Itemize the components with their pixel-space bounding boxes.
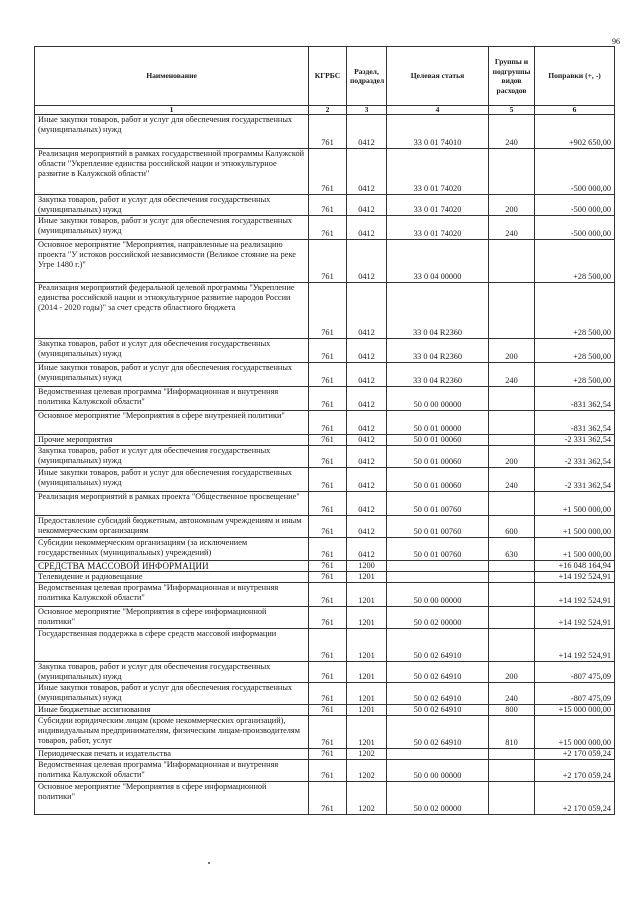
cell-section: 0412	[347, 240, 387, 283]
cell-expense-group	[489, 411, 535, 435]
table-row	[35, 583, 615, 607]
cell-name: Иные закупки товаров, работ и услуг для обеспечения государственных (муниципальных) нужд	[35, 683, 309, 705]
scan-speck	[208, 862, 210, 864]
cell-section: 1202	[347, 782, 387, 815]
table-row	[35, 760, 615, 782]
cell-amendment: +2 170 059,24	[535, 749, 615, 760]
cell-amendment: -831 362,54	[535, 411, 615, 435]
cell-kgrbs: 761	[309, 216, 347, 240]
column-number: 5	[489, 106, 535, 115]
cell-amendment: +15 000 000,00	[535, 705, 615, 716]
cell-amendment: -2 331 362,54	[535, 468, 615, 492]
cell-section: 0412	[347, 149, 387, 195]
cell-target-article: 50 0 02 64910	[387, 705, 489, 716]
cell-amendment: -2 331 362,54	[535, 446, 615, 468]
cell-kgrbs: 761	[309, 716, 347, 749]
cell-amendment: +28 500,00	[535, 283, 615, 339]
column-header-name: Наименование	[35, 47, 309, 106]
cell-amendment: +2 170 059,24	[535, 760, 615, 782]
cell-expense-group	[489, 240, 535, 283]
cell-target-article	[387, 572, 489, 583]
cell-section: 0412	[347, 339, 387, 363]
cell-amendment: +28 500,00	[535, 363, 615, 387]
table-row	[35, 149, 615, 195]
cell-name: Закупка товаров, работ и услуг для обеспечения государственных (муниципальных) нужд	[35, 446, 309, 468]
cell-kgrbs: 761	[309, 662, 347, 683]
cell-name: Ведомственная целевая программа "Информационная и внутренняя политика Калужской области"	[35, 583, 309, 607]
cell-target-article	[387, 561, 489, 572]
cell-kgrbs: 761	[309, 583, 347, 607]
cell-target-article: 50 0 01 00760	[387, 492, 489, 516]
cell-expense-group	[489, 435, 535, 446]
cell-section: 1201	[347, 683, 387, 705]
cell-amendment: -831 362,54	[535, 387, 615, 411]
table-row	[35, 516, 615, 538]
cell-kgrbs: 761	[309, 629, 347, 662]
cell-amendment: +1 500 000,00	[535, 492, 615, 516]
cell-name: Иные закупки товаров, работ и услуг для обеспечения государственных (муниципальных) нужд	[35, 363, 309, 387]
column-header-target: Целевая статья	[387, 47, 489, 106]
cell-amendment: +28 500,00	[535, 240, 615, 283]
cell-amendment: -500 000,00	[535, 216, 615, 240]
cell-kgrbs: 761	[309, 387, 347, 411]
cell-target-article: 50 0 02 00000	[387, 607, 489, 629]
table-row	[35, 749, 615, 760]
cell-expense-group	[489, 492, 535, 516]
column-number: 1	[35, 106, 309, 115]
cell-kgrbs: 761	[309, 607, 347, 629]
cell-name: Телевидение и радиовещание	[35, 572, 309, 583]
column-header-kgrbs: КГРБС	[309, 47, 347, 106]
table-row	[35, 662, 615, 683]
cell-name: Иные закупки товаров, работ и услуг для обеспечения государственных (муниципальных) нужд	[35, 468, 309, 492]
table-row	[35, 683, 615, 705]
cell-kgrbs: 761	[309, 115, 347, 149]
cell-target-article: 33 0 01 74020	[387, 216, 489, 240]
cell-target-article: 50 0 01 00060	[387, 435, 489, 446]
cell-expense-group: 240	[489, 216, 535, 240]
cell-expense-group: 200	[489, 662, 535, 683]
cell-section: 0412	[347, 115, 387, 149]
cell-amendment: +1 500 000,00	[535, 538, 615, 561]
cell-section: 0412	[347, 363, 387, 387]
cell-name: Основное мероприятие "Мероприятия в сфере информационной политики"	[35, 607, 309, 629]
cell-name: Реализация мероприятий в рамках проекта "Общественное просвещение"	[35, 492, 309, 516]
cell-expense-group: 240	[489, 115, 535, 149]
cell-kgrbs: 761	[309, 492, 347, 516]
cell-target-article: 33 0 04 R2360	[387, 283, 489, 339]
cell-kgrbs: 761	[309, 760, 347, 782]
cell-expense-group: 200	[489, 195, 535, 216]
cell-kgrbs: 761	[309, 516, 347, 538]
cell-kgrbs: 761	[309, 149, 347, 195]
cell-section: 1201	[347, 629, 387, 662]
cell-section: 0412	[347, 283, 387, 339]
table-row	[35, 435, 615, 446]
cell-kgrbs: 761	[309, 435, 347, 446]
cell-target-article: 50 0 01 00060	[387, 446, 489, 468]
table-row	[35, 629, 615, 662]
cell-amendment: +15 000 000,00	[535, 716, 615, 749]
cell-section: 1202	[347, 749, 387, 760]
cell-name: Ведомственная целевая программа "Информационная и внутренняя политика Калужской области"	[35, 387, 309, 411]
table-row	[35, 216, 615, 240]
column-header-section: Раздел, подраздел	[347, 47, 387, 106]
cell-amendment: +16 048 164,94	[535, 561, 615, 572]
cell-amendment: -807 475,09	[535, 662, 615, 683]
cell-kgrbs: 761	[309, 572, 347, 583]
cell-amendment: +1 500 000,00	[535, 516, 615, 538]
table-row	[35, 782, 615, 815]
cell-name: Иные бюджетные ассигнования	[35, 705, 309, 716]
cell-target-article: 50 0 01 00000	[387, 411, 489, 435]
cell-section: 0412	[347, 435, 387, 446]
cell-name: Периодическая печать и издательства	[35, 749, 309, 760]
cell-target-article: 50 0 00 00000	[387, 583, 489, 607]
cell-amendment: +902 650,00	[535, 115, 615, 149]
header-row	[35, 47, 615, 106]
cell-expense-group	[489, 149, 535, 195]
cell-name: Закупка товаров, работ и услуг для обеспечения государственных (муниципальных) нужд	[35, 195, 309, 216]
cell-name: Основное мероприятие "Мероприятия в сфере информационной политики"	[35, 782, 309, 815]
cell-target-article: 50 0 02 64910	[387, 629, 489, 662]
cell-name: Иные закупки товаров, работ и услуг для обеспечения государственных (муниципальных) нужд	[35, 216, 309, 240]
cell-target-article: 50 0 02 64910	[387, 716, 489, 749]
table-row	[35, 705, 615, 716]
column-header-amendments: Поправки (+, -)	[535, 47, 615, 106]
table-row	[35, 572, 615, 583]
cell-target-article: 33 0 01 74020	[387, 149, 489, 195]
cell-kgrbs: 761	[309, 538, 347, 561]
cell-section: 1202	[347, 760, 387, 782]
table-row	[35, 283, 615, 339]
cell-target-article	[387, 749, 489, 760]
cell-name: Иные закупки товаров, работ и услуг для обеспечения государственных (муниципальных) нужд	[35, 115, 309, 149]
cell-section: 0412	[347, 387, 387, 411]
cell-expense-group	[489, 561, 535, 572]
table-row	[35, 607, 615, 629]
cell-name: Реализация мероприятий федеральной целевой программы "Укрепление единства российской нации и этнокультурное развитие народов России (2014 - 2020 годы)" за счет средств областного бюджета	[35, 283, 309, 339]
cell-expense-group	[489, 283, 535, 339]
cell-expense-group	[489, 782, 535, 815]
cell-name: Закупка товаров, работ и услуг для обеспечения государственных (муниципальных) нужд	[35, 339, 309, 363]
cell-name: Субсидии некоммерческим организациям (за исключением государственных (муниципальных) учреждений)	[35, 538, 309, 561]
cell-target-article: 33 0 01 74010	[387, 115, 489, 149]
column-number: 6	[535, 106, 615, 115]
cell-amendment: +14 192 524,91	[535, 572, 615, 583]
cell-amendment: +14 192 524,91	[535, 607, 615, 629]
cell-name: Основное мероприятие "Мероприятия в сфере внутренней политики"	[35, 411, 309, 435]
cell-amendment: +28 500,00	[535, 339, 615, 363]
cell-section: 0412	[347, 516, 387, 538]
cell-expense-group: 600	[489, 516, 535, 538]
table-row	[35, 339, 615, 363]
table-row	[35, 387, 615, 411]
cell-target-article: 33 0 04 R2360	[387, 363, 489, 387]
cell-kgrbs: 761	[309, 683, 347, 705]
cell-kgrbs: 761	[309, 240, 347, 283]
cell-section: 0412	[347, 492, 387, 516]
column-number: 2	[309, 106, 347, 115]
cell-target-article: 50 0 02 64910	[387, 683, 489, 705]
cell-target-article: 50 0 01 00760	[387, 538, 489, 561]
cell-name: Ведомственная целевая программа "Информационная и внутренняя политика Калужской области"	[35, 760, 309, 782]
cell-name: Реализация мероприятий в рамках государственной программы Калужской области "Укрепление единства российской нации и этнокультурное развитие в Калужской области"	[35, 149, 309, 195]
table-row	[35, 716, 615, 749]
cell-amendment: -500 000,00	[535, 149, 615, 195]
cell-section: 1201	[347, 572, 387, 583]
cell-target-article: 50 0 00 00000	[387, 760, 489, 782]
cell-expense-group	[489, 387, 535, 411]
cell-expense-group	[489, 760, 535, 782]
column-header-expense-group: Группы и подгруппы видов расходов	[489, 47, 535, 106]
cell-expense-group: 240	[489, 683, 535, 705]
cell-expense-group	[489, 607, 535, 629]
cell-target-article: 33 0 01 74020	[387, 195, 489, 216]
table-row	[35, 538, 615, 561]
cell-section: 1200	[347, 561, 387, 572]
cell-target-article: 33 0 04 R2360	[387, 339, 489, 363]
cell-target-article: 33 0 04 00000	[387, 240, 489, 283]
cell-section: 0412	[347, 195, 387, 216]
column-number: 4	[387, 106, 489, 115]
cell-name: Субсидии юридическим лицам (кроме некоммерческих организаций), индивидуальным предпринимателям, физическим лицам-производителям товаров, работ, услуг	[35, 716, 309, 749]
cell-target-article: 50 0 02 00000	[387, 782, 489, 815]
column-number: 3	[347, 106, 387, 115]
cell-target-article: 50 0 02 64910	[387, 662, 489, 683]
cell-amendment: -500 000,00	[535, 195, 615, 216]
cell-kgrbs: 761	[309, 339, 347, 363]
table-row	[35, 363, 615, 387]
table-row	[35, 240, 615, 283]
cell-kgrbs: 761	[309, 468, 347, 492]
cell-expense-group: 240	[489, 468, 535, 492]
cell-amendment: -807 475,09	[535, 683, 615, 705]
cell-amendment: +2 170 059,24	[535, 782, 615, 815]
cell-target-article: 50 0 01 00060	[387, 468, 489, 492]
cell-kgrbs: 761	[309, 705, 347, 716]
cell-target-article: 50 0 01 00760	[387, 516, 489, 538]
cell-section: 1201	[347, 583, 387, 607]
cell-kgrbs: 761	[309, 782, 347, 815]
cell-section: 1201	[347, 662, 387, 683]
cell-section: 1201	[347, 607, 387, 629]
cell-kgrbs: 761	[309, 363, 347, 387]
cell-name: Предоставление субсидий бюджетным, автономным учреждениям и иным некоммерческим организациям	[35, 516, 309, 538]
cell-kgrbs: 761	[309, 561, 347, 572]
cell-section: 1201	[347, 716, 387, 749]
cell-expense-group: 800	[489, 705, 535, 716]
cell-section: 0412	[347, 446, 387, 468]
table-row	[35, 468, 615, 492]
table-row	[35, 195, 615, 216]
cell-section: 0412	[347, 538, 387, 561]
cell-section: 0412	[347, 411, 387, 435]
cell-kgrbs: 761	[309, 411, 347, 435]
table-row	[35, 492, 615, 516]
cell-amendment: +14 192 524,91	[535, 583, 615, 607]
cell-expense-group	[489, 749, 535, 760]
column-numbers-row	[35, 106, 615, 115]
cell-expense-group	[489, 572, 535, 583]
cell-expense-group	[489, 629, 535, 662]
cell-target-article: 50 0 00 00000	[387, 387, 489, 411]
cell-expense-group: 810	[489, 716, 535, 749]
cell-kgrbs: 761	[309, 749, 347, 760]
table-row	[35, 411, 615, 435]
cell-kgrbs: 761	[309, 195, 347, 216]
cell-kgrbs: 761	[309, 446, 347, 468]
cell-expense-group: 200	[489, 339, 535, 363]
cell-section: 0412	[347, 468, 387, 492]
cell-name: Прочие мероприятия	[35, 435, 309, 446]
cell-name: Государственная поддержка в сфере средств массовой информации	[35, 629, 309, 662]
cell-kgrbs: 761	[309, 283, 347, 339]
page-number: 96	[612, 37, 620, 46]
cell-section: 0412	[347, 216, 387, 240]
cell-name: СРЕДСТВА МАССОВОЙ ИНФОРМАЦИИ	[35, 561, 309, 572]
cell-expense-group: 200	[489, 446, 535, 468]
table-body	[35, 115, 615, 815]
cell-amendment: +14 192 524,91	[535, 629, 615, 662]
table-row	[35, 115, 615, 149]
cell-name: Основное мероприятие "Мероприятия, направленные на реализацию проекта "У истоков российской независимости (Великое стояние на реке Угре 1480 г.)"	[35, 240, 309, 283]
cell-amendment: -2 331 362,54	[535, 435, 615, 446]
cell-expense-group: 240	[489, 363, 535, 387]
cell-expense-group: 630	[489, 538, 535, 561]
table-row	[35, 446, 615, 468]
budget-amendments-table	[34, 46, 615, 815]
cell-section: 1201	[347, 705, 387, 716]
cell-expense-group	[489, 583, 535, 607]
table-row	[35, 561, 615, 572]
cell-name: Закупка товаров, работ и услуг для обеспечения государственных (муниципальных) нужд	[35, 662, 309, 683]
